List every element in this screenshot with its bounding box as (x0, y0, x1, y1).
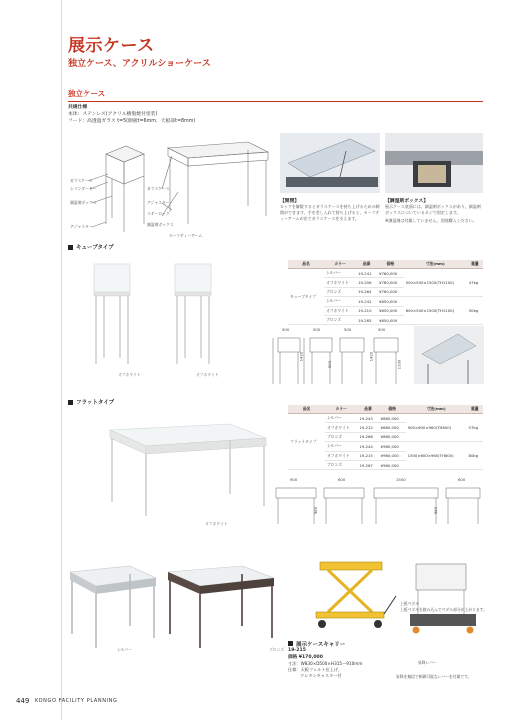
photo-humidity-box (385, 133, 483, 193)
flat-type-heading (68, 398, 114, 406)
cell: 600×500×1500(TH1100) (404, 297, 467, 325)
carrier-lever-label: 昇降レバー (418, 660, 437, 665)
cube-dim-w1: 500 (282, 327, 290, 332)
cell: シルバー (324, 297, 356, 306)
flat-dim-w1: 900 (290, 477, 298, 482)
page-number: 449 (16, 697, 30, 705)
th-color: カラー (325, 405, 357, 414)
cell: ¥760,000 (377, 278, 404, 287)
cell: 19-212 (357, 423, 378, 432)
cube-name-cell: キューブタイプ (288, 269, 324, 325)
cell: シルバー (325, 414, 357, 423)
label-humidity-box-r: 調湿剤ボックス (147, 222, 174, 227)
cube-dim-d1: 500 (313, 327, 321, 332)
flat-dim-h2: 960 (433, 506, 439, 515)
cell: オフホワイト (325, 423, 357, 432)
th-size: 寸法(mm) (404, 260, 467, 269)
cell: 1500×600×960(TH800) (406, 442, 467, 470)
flat-spec-table (288, 405, 483, 470)
flat-dim-h1: 960 (313, 506, 319, 515)
flat-dimension-drawing (272, 478, 484, 528)
feature-box-body: 展示ケース底面には、調湿剤ボックスがあり、調湿剤ボックスについているネジで固定します。 (385, 204, 481, 215)
cell: 19-265 (356, 315, 377, 324)
spec-line-2: フード：高透過ガラス t=5(側板t=6mm、天板部t=8mm) (68, 119, 196, 124)
cube-type-heading (68, 243, 114, 251)
cell: オフホワイト (325, 451, 357, 460)
page-title: 展示ケース (68, 36, 155, 56)
label-glass-case-r: ガラスケース (147, 186, 170, 191)
flat-type-label: フラットタイプ (76, 400, 115, 406)
carrier-code: 19-215 (288, 648, 306, 653)
feature-open-title: 【開閉】 (280, 199, 300, 204)
cell: ブロンズ (325, 460, 357, 469)
cell: 57kg (467, 414, 483, 442)
cell: ¥860,000 (379, 414, 406, 423)
flat-caption-silver: シルバー (117, 647, 132, 652)
th-name: 品名 (288, 260, 324, 269)
cell: ¥760,000 (377, 269, 404, 278)
table-row (288, 269, 483, 278)
cell: ¥760,000 (377, 287, 404, 296)
spec-title: 共通仕様 (68, 105, 88, 110)
cell: 19-206 (356, 278, 377, 287)
photo-flat-silver (64, 550, 164, 650)
cube-type-label: キューブタイプ (76, 245, 114, 251)
label-cylinder-key: シリンダーキー (70, 186, 97, 191)
cell: 19-241 (356, 269, 377, 278)
cell: シルバー (325, 442, 357, 451)
flat-dim-w2: 1500 (396, 477, 406, 482)
flat-caption-bronze: ブロンズ (269, 647, 285, 652)
carrier-pedal-note: 上板ペダルを踏み込んでペダル部分が上がります。 (400, 607, 488, 612)
cell: 500×500×1500(TH1100) (404, 269, 467, 297)
cell: ¥650,000 (377, 297, 404, 306)
cube-dim-d2: 500 (378, 327, 386, 332)
cube-dim-h2: 1420 (368, 351, 374, 362)
photo-open-case (280, 133, 380, 193)
cell: ¥650,000 (377, 306, 404, 315)
cell: 19-215 (357, 451, 378, 460)
feature-box-note: ※調湿剤は付属していません。別途購入ください。 (385, 218, 477, 223)
carrier-spec-2: ウレタンキャスター付 (300, 673, 342, 678)
cell: 19-264 (356, 287, 377, 296)
cell: ¥860,000 (379, 423, 406, 432)
feature-open (280, 197, 380, 222)
feature-open-body: ロックを解錠するとガラスケースを持ち上げるための隙間ができます。手を差し入れて持ち上げると、セーフティーアームが出てガラスケースを支えます。 (280, 204, 380, 221)
th-name: 品名 (288, 405, 325, 414)
cell: 50kg (467, 297, 483, 325)
th-code: 品番 (356, 260, 377, 269)
flat-name-cell: フラットタイプ (288, 414, 325, 470)
th-color: カラー (324, 260, 356, 269)
flat-dim-d2: 600 (458, 477, 466, 482)
cube-dim-th2: 1100 (396, 359, 402, 370)
cell: ¥960,000 (379, 442, 406, 451)
carrier-title-row (288, 640, 398, 648)
th-weight: 重量 (467, 260, 483, 269)
cell: 47kg (467, 269, 483, 297)
cell: シルバー (324, 269, 356, 278)
label-stay-lock: ステーロック (147, 211, 170, 216)
carrier-spec-1: 仕様：天板フェルト仕上げ、 (288, 667, 343, 672)
cube-dimension-drawing (272, 326, 484, 386)
section-heading: 独立ケース (68, 88, 483, 102)
photo-case-carrier (306, 556, 486, 638)
cell: ¥650,000 (377, 315, 404, 324)
carrier-title: 展示ケースキャリー (296, 642, 346, 648)
th-price: 価格 (377, 260, 404, 269)
th-price: 価格 (379, 405, 406, 414)
cell: 19-244 (357, 442, 378, 451)
feature-box-title: 【調湿剤ボックス】 (385, 199, 429, 204)
company-name: KONGO FACILITY PLANNING (35, 698, 118, 704)
cell: ¥860,000 (379, 432, 406, 441)
cell: ¥960,000 (379, 451, 406, 460)
cell: オフホワイト (324, 278, 356, 287)
cell: 19-242 (356, 297, 377, 306)
flat-dim-d1: 600 (338, 477, 346, 482)
carrier-info (288, 640, 398, 679)
square-bullet-icon (288, 641, 293, 646)
cell: 900×600×960(TH800) (406, 414, 467, 442)
cube-dim-w2: 500 (344, 327, 352, 332)
cube-dim-h1: 1420 (298, 351, 304, 362)
square-bullet-icon (68, 245, 73, 250)
cell: 19-267 (357, 460, 378, 469)
cell: 19-266 (357, 432, 378, 441)
feature-box (385, 197, 483, 224)
cube-dim-th1: 900 (327, 360, 333, 369)
cell: ブロンズ (324, 315, 356, 324)
th-weight: 重量 (467, 405, 483, 414)
th-size: 寸法(mm) (406, 405, 467, 414)
cell: 80kg (467, 442, 483, 470)
table-row (288, 414, 483, 423)
spec-line-1: 本体：ステンレス(アクリル樹脂焼付塗装) (68, 112, 158, 117)
cell: ブロンズ (324, 287, 356, 296)
square-bullet-icon (68, 400, 73, 405)
photo-flat-offwhite (90, 410, 280, 520)
carrier-price: 価格 ¥170,000 (288, 654, 323, 660)
cell: ブロンズ (325, 432, 357, 441)
cell: ¥960,000 (379, 460, 406, 469)
cube-caption-1: オフホワイト (118, 372, 141, 377)
carrier-pedal-label: 上板ペダル (400, 601, 419, 606)
carrier-size: 寸法：W830×D500×H315～910mm (288, 661, 363, 666)
carrier-lever-note: 昇降を無段で制御可能なレバーを付属です。 (396, 674, 472, 679)
label-glass-case-l: ガラスケース (70, 178, 93, 183)
label-humidity-box-l: 調湿剤ボックス (70, 200, 97, 205)
label-adjuster-r: アジャスター (147, 200, 170, 205)
label-safety-arm: セーフティーアーム (169, 233, 203, 238)
page-subtitle: 独立ケース、アクリルショーケース (68, 59, 211, 69)
photo-flat-bronze (162, 550, 282, 650)
cell: オフホワイト (324, 306, 356, 315)
cube-spec-table (288, 260, 483, 325)
label-adjuster-l: アジャスター (70, 224, 93, 229)
cell: 19-243 (357, 414, 378, 423)
cell: 19-210 (356, 306, 377, 315)
th-code: 品番 (357, 405, 378, 414)
margin-line (61, 0, 62, 720)
cube-caption-2: オフホワイト (196, 372, 219, 377)
photo-cube-cases (80, 258, 255, 368)
flat-caption-offwhite: オフホワイト (205, 521, 228, 526)
